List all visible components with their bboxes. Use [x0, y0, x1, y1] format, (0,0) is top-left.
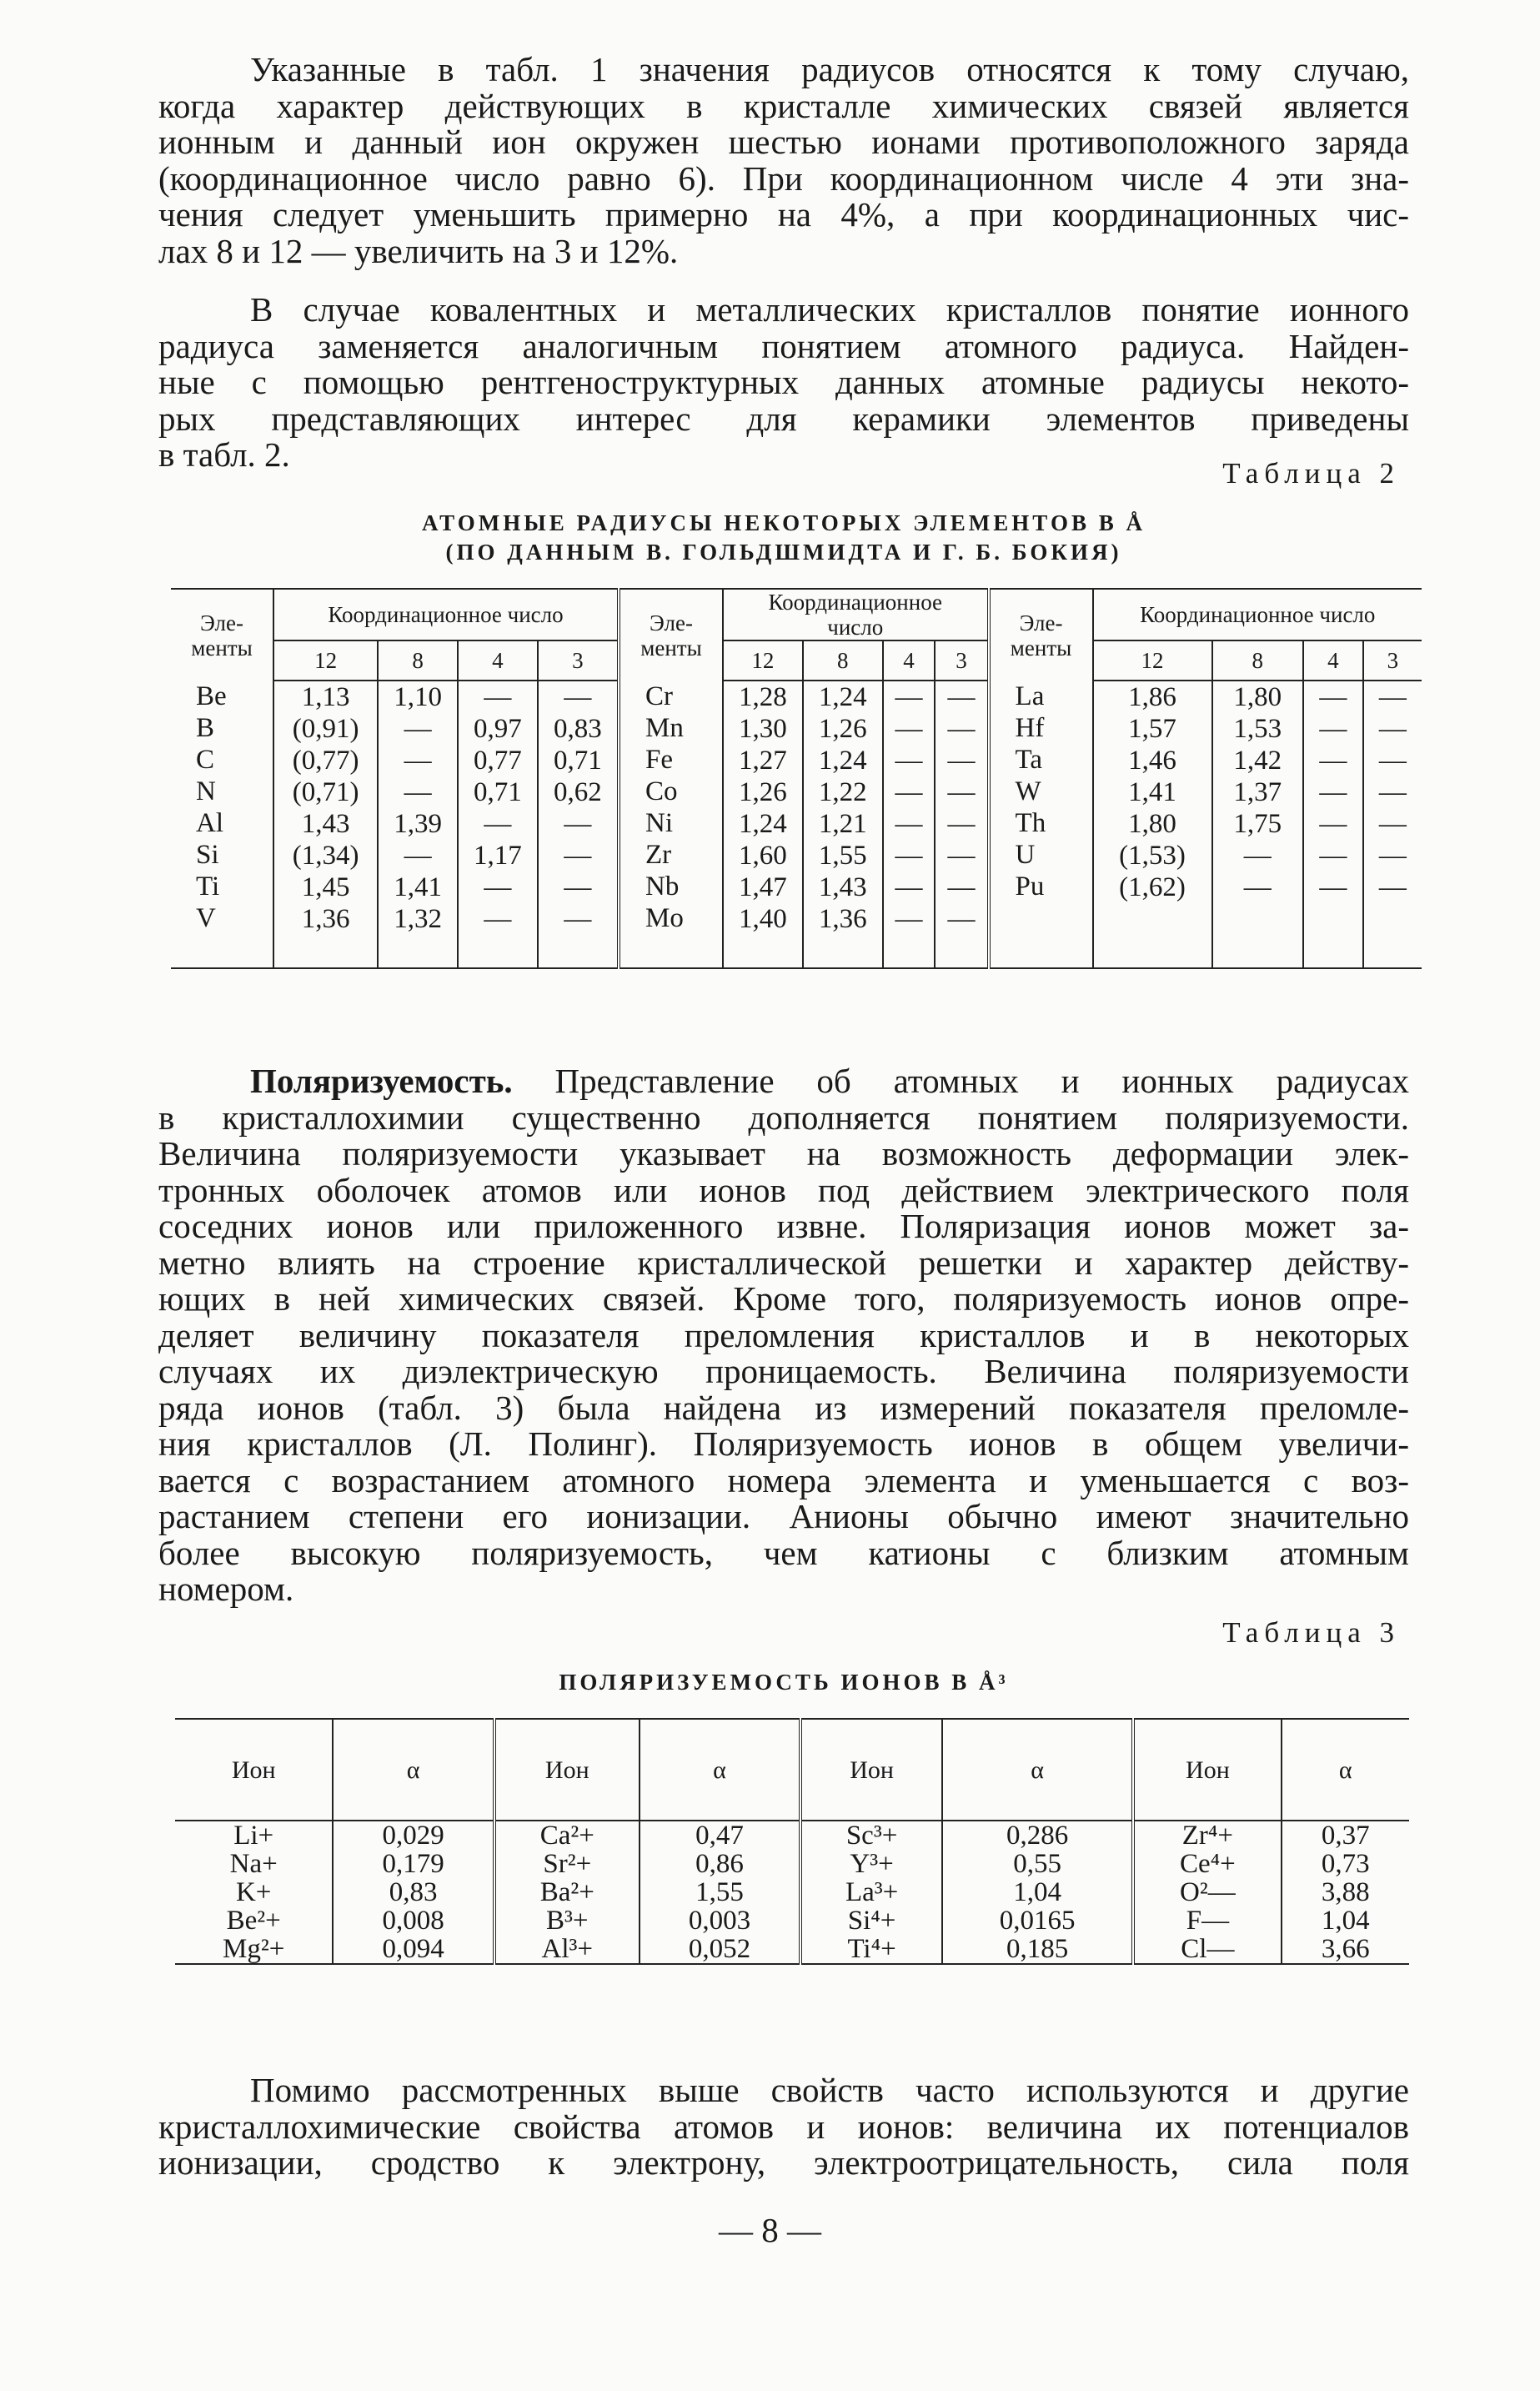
text-line — [158, 1063, 1409, 1100]
header-alpha: α — [1282, 1719, 1409, 1821]
value-column: 1,13 (0,91) (0,77) (0,71) 1,43 (1,34) 1,45 1,36 — [292, 682, 359, 934]
ion-column: Zr⁴+ Ce⁴+ O²— F— Cl— — [1180, 1821, 1236, 1964]
text-line: чения следует уменьшить примерно на 4%, а при координационных чис- — [158, 195, 1409, 234]
text-line: соседних ионов или приложенного извне. Поляризация ионов может за- — [158, 1207, 1409, 1245]
header-cn-8: 8 — [378, 640, 458, 681]
header-cn-group: Координационное число — [723, 589, 989, 640]
table-3 — [175, 1718, 1409, 1965]
text-line: (координационное число равно 6). При координационном числе 4 эти зна- — [158, 158, 1409, 198]
value-column: — — — — — — — — [1319, 682, 1347, 902]
text-line: в кристаллохимии существенно дополняется понятием поляризуемости. — [158, 1098, 1409, 1137]
caption-line: АТОМНЫЕ РАДИУСЫ НЕКОТОРЫХ ЭЛЕМЕНТОВ В Å — [422, 510, 1146, 535]
header-cn-4: 4 — [1303, 640, 1363, 681]
value-column: 1,10 — — — 1,39 — 1,41 1,32 — [394, 682, 442, 934]
text-line: более высокую поляризуемость, чем катионы с близким атомным — [158, 1533, 1409, 1572]
text-line: номером. — [158, 1570, 294, 1608]
text-line: растанием степени его ионизации. Анионы обычно имеют значительно — [158, 1497, 1409, 1535]
header-ion: Ион — [494, 1719, 640, 1821]
value-column: 1,80 1,53 1,42 1,37 1,75 — — — [1233, 682, 1282, 902]
value-column: 1,28 1,30 1,27 1,26 1,24 1,60 1,47 1,40 — [739, 682, 787, 934]
header-alpha: α — [942, 1719, 1133, 1821]
header-elements: Эле- менты — [989, 589, 1093, 681]
text-line: Указанные в табл. 1 значения радиусов относятся к тому случаю, — [250, 50, 1409, 88]
ion-column: Ca²+ Sr²+ Ba²+ B³+ Al³+ — [539, 1821, 594, 1964]
paragraph-2 — [158, 292, 1409, 474]
table-2 — [171, 588, 1422, 969]
alpha-column: 0,286 0,55 1,04 0,0165 0,185 — [999, 1821, 1076, 1964]
header-cn-group: Координационное число — [273, 589, 619, 640]
text-line: тронных оболочек атомов или ионов под действием электрического поля — [158, 1170, 1409, 1209]
value-column: — 0,97 0,77 0,71 — 1,17 — — — [474, 682, 522, 934]
paragraph-4 — [158, 2072, 1409, 2182]
section-heading: Поляризуемость. — [250, 1062, 513, 1100]
header-cn-group: Координационное число — [1093, 589, 1422, 640]
table-row — [171, 681, 1422, 968]
header-cn-12: 12 — [273, 640, 378, 681]
text-line: вается с возрастанием атомного номера элемента и уменьшается с воз- — [158, 1460, 1409, 1499]
text-line: В случае ковалентных и металлических кристаллов понятие ионного — [250, 290, 1409, 329]
text-line: когда характер действующих в кристалле химических связей является — [158, 86, 1409, 125]
text-line: ионным и данный ион окружен шестью ионами противоположного заряда — [158, 123, 1409, 161]
text-line: ния кристаллов (Л. Полинг). Поляризуемость ионов в общем увеличи- — [158, 1424, 1409, 1463]
table-2-label: Таблица 2 — [1222, 457, 1400, 490]
header-alpha: α — [640, 1719, 801, 1821]
header-cn-4: 4 — [883, 640, 936, 681]
header-alpha: α — [333, 1719, 494, 1821]
text-line: кристаллохимические свойства атомов и ионов: величина их потенциалов — [158, 2107, 1409, 2146]
element-column: Cr Mn Fe Co Ni Zr Nb Mo — [645, 681, 684, 933]
header-cn-8: 8 — [803, 640, 883, 681]
element-column: La Hf Ta W Th U Pu — [1015, 681, 1046, 902]
table-2-caption — [167, 509, 1401, 567]
header-ion: Ион — [175, 1719, 333, 1821]
text-line: ионизации, сродство к электрону, электроотрицательность, сила поля — [158, 2143, 1409, 2182]
value-column: — — — — — — — — [1378, 682, 1407, 902]
text-line: лах 8 и 12 — увеличить на 3 и 12%. — [158, 231, 679, 270]
value-column: — — — — — — — — — [947, 682, 976, 934]
header-elements: Эле- менты — [171, 589, 273, 681]
value-column: 1,24 1,26 1,24 1,22 1,21 1,55 1,43 1,36 — [818, 682, 867, 934]
text-line: радиуса заменяется аналогичным понятием атомного радиуса. Найден- — [158, 326, 1409, 365]
header-ion: Ион — [800, 1719, 942, 1821]
table-3-label: Таблица 3 — [1222, 1616, 1400, 1649]
value-column: — — — — — — — — — [895, 682, 923, 934]
text-line: ные с помощью рентгеноструктурных данных атомные радиусы некото- — [158, 363, 1409, 401]
table-row — [175, 1821, 1409, 1964]
table-3-caption: ПОЛЯРИЗУЕМОСТЬ ИОНОВ В Å³ — [559, 1670, 1009, 1695]
header-ion: Ион — [1133, 1719, 1281, 1821]
text-line: метно влиять на строение кристаллической решетки и характер действу- — [158, 1243, 1409, 1282]
header-elements: Эле- менты — [619, 589, 723, 681]
header-cn-3: 3 — [1363, 640, 1422, 681]
alpha-column: 0,47 0,86 1,55 0,003 0,052 — [688, 1821, 751, 1964]
ion-column: Sc³+ Y³+ La³+ Si⁴+ Ti⁴+ — [845, 1821, 899, 1964]
alpha-column: 0,029 0,179 0,83 0,008 0,094 — [382, 1821, 444, 1964]
paragraph-polarizability — [158, 1063, 1409, 1608]
page-number: — 8 — — [719, 2211, 821, 2249]
ion-column: Li+ Na+ K+ Be²+ Mg²+ — [223, 1821, 285, 1964]
text-line: в табл. 2. — [158, 435, 290, 474]
text-line: ющих в ней химических связей. Кроме того, поляризуемость ионов опре- — [158, 1279, 1409, 1318]
paragraph-1 — [158, 52, 1409, 269]
text-line: деляет величину показателя преломления кристаллов и в некоторых — [158, 1315, 1409, 1354]
text-line: случаях их диэлектрическую проницаемость. Величина поляризуемости — [158, 1352, 1409, 1390]
caption-line: (ПО ДАННЫМ В. ГОЛЬДШМИДТА И Г. Б. БОКИЯ) — [445, 540, 1122, 565]
header-cn-3: 3 — [935, 640, 988, 681]
text-line: рых представляющих интерес для керамики элементов приведены — [158, 399, 1409, 438]
header-cn-12: 12 — [723, 640, 803, 681]
alpha-column: 0,37 0,73 3,88 1,04 3,66 — [1321, 1821, 1370, 1964]
header-cn-8: 8 — [1212, 640, 1303, 681]
text-line: ряда ионов (табл. 3) была найдена из измерений показателя преломле- — [158, 1388, 1409, 1427]
text-line: Помимо рассмотренных выше свойств часто используются и другие — [250, 2071, 1409, 2109]
text-fragment: Представление об атомных и ионных радиусах — [512, 1062, 1409, 1100]
header-cn-4: 4 — [458, 640, 538, 681]
header-cn-12: 12 — [1093, 640, 1212, 681]
value-column: 1,86 1,57 1,46 1,41 1,80 (1,53) (1,62) — [1119, 682, 1186, 902]
text-line: Величина поляризуемости указывает на возможность деформации элек- — [158, 1134, 1409, 1173]
value-column: — 0,83 0,71 0,62 — — — — — [554, 682, 602, 934]
header-cn-3: 3 — [538, 640, 619, 681]
element-column: Be B C N Al Si Ti V — [196, 681, 227, 933]
